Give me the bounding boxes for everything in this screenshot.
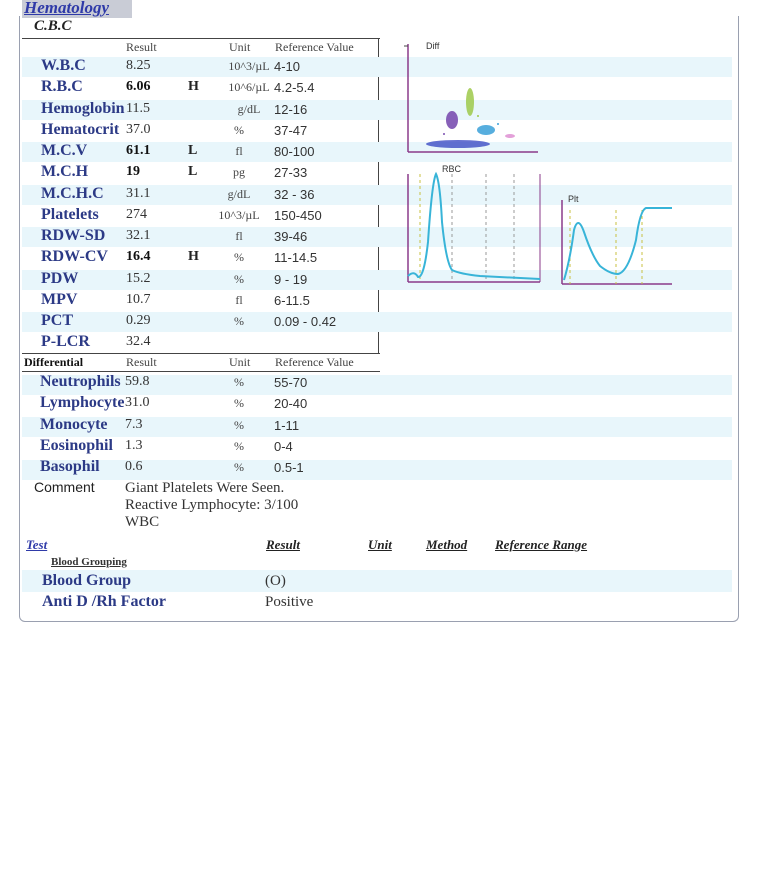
test-result: 37.0 (126, 122, 151, 137)
monocyte-cluster (477, 125, 495, 135)
test-reference: 150-450 (274, 208, 322, 223)
test-result: 0.29 (126, 313, 151, 328)
rbc-chart-label: RBC (442, 164, 462, 174)
test-name: Hematocrit (41, 121, 120, 138)
plt-histogram-chart (556, 190, 676, 290)
test-name: M.C.H (41, 163, 89, 180)
test-unit: % (234, 314, 244, 328)
test-unit: % (234, 250, 244, 264)
test-reference: 27-33 (274, 165, 308, 180)
differential-header-bottom-rule (22, 371, 380, 372)
test-name: PDW (41, 270, 79, 287)
test-name: Blood Group (42, 572, 132, 589)
test-result: 59.8 (125, 374, 150, 389)
cbc-header-rule (22, 38, 380, 39)
test-unit: fl (235, 144, 243, 158)
test-result: 32.4 (126, 334, 151, 349)
test-result: 16.4 (126, 249, 151, 264)
test-reference: 11-14.5 (274, 250, 318, 265)
test-header-test: Test (26, 537, 48, 552)
basophil-cluster (426, 140, 490, 148)
page-title: Hematology (24, 0, 109, 17)
test-name: Lymphocyte (40, 394, 124, 411)
test-reference: 37-47 (274, 123, 308, 138)
test-unit: g/dL (237, 102, 261, 116)
test-flag: H (188, 249, 199, 264)
test-name: Monocyte (40, 416, 108, 433)
differential-header-result: Result (126, 355, 157, 369)
cbc-header-unit: Unit (229, 40, 251, 54)
test-unit: % (234, 460, 244, 474)
test-result: 274 (126, 207, 147, 222)
test-unit: % (234, 272, 244, 286)
test-reference: 39-46 (274, 229, 308, 244)
test-result: 31.0 (125, 395, 150, 410)
diff-scatter-svg (398, 38, 548, 160)
differential-header-rule (22, 353, 380, 354)
test-reference: 0.09 - 0.42 (274, 314, 337, 329)
test-name: W.B.C (41, 57, 86, 74)
test-header-reference-range: Reference Range (495, 537, 588, 552)
test-result: 32.1 (126, 228, 151, 243)
test-header-method: Method (426, 537, 468, 552)
test-name: Anti D /Rh Factor (42, 593, 166, 610)
diff-chart-label: Diff (426, 41, 440, 51)
test-name: RDW-CV (41, 248, 108, 265)
test-reference: 12-16 (274, 102, 308, 117)
test-name: Eosinophil (40, 437, 113, 454)
test-name: M.C.V (41, 142, 88, 159)
test-name: Hemoglobin (41, 100, 125, 117)
test-reference: 1-11 (274, 418, 300, 433)
test-name: R.B.C (41, 78, 83, 95)
test-reference: 4.2-5.4 (274, 80, 315, 95)
test-name: Basophil (40, 458, 100, 475)
test-reference: 20-40 (274, 396, 308, 411)
test-reference: 9 - 19 (274, 272, 308, 287)
test-flag: H (188, 79, 199, 94)
test-result: 10.7 (126, 292, 151, 307)
scatter-dot (443, 133, 445, 135)
test-unit: % (234, 123, 244, 137)
test-result: 8.25 (126, 58, 151, 73)
test-name: PCT (41, 312, 73, 329)
differential-header-reference: Reference Value (275, 355, 354, 369)
comment-line-3: WBC (125, 514, 160, 530)
test-name: RDW-SD (41, 227, 106, 244)
test-reference: 55-70 (274, 375, 308, 390)
test-result: 61.1 (126, 143, 151, 158)
test-unit: % (234, 439, 244, 453)
test-result: 1.3 (125, 438, 143, 453)
test-name: MPV (41, 291, 78, 308)
test-unit: g/dL (227, 187, 251, 201)
test-result: 0.6 (125, 459, 143, 474)
test-unit: % (234, 375, 244, 389)
diff-scatter-chart (398, 38, 548, 160)
comment-label: Comment (34, 479, 95, 495)
test-reference: 32 - 36 (274, 187, 315, 202)
test-reference: 6-11.5 (274, 293, 310, 308)
cbc-header-reference: Reference Value (275, 40, 354, 54)
plt-histogram-svg (556, 190, 676, 290)
test-unit: % (234, 418, 244, 432)
test-flag: L (188, 164, 198, 179)
test-name: M.C.H.C (41, 185, 104, 202)
blood-grouping-label: Blood Grouping (51, 556, 127, 568)
test-result: 6.06 (126, 79, 151, 94)
comment-line-1: Giant Platelets Were Seen. (125, 480, 285, 496)
test-result: (O) (265, 573, 286, 589)
test-result: 15.2 (126, 271, 151, 286)
test-result: Positive (265, 594, 314, 610)
rbc-histogram-svg (400, 162, 548, 286)
scatter-dot (477, 115, 479, 117)
test-unit: fl (235, 293, 243, 307)
test-unit: 10^6/µL (228, 80, 270, 94)
lymphocyte-cluster (466, 88, 474, 116)
rbc-histogram-chart (400, 162, 548, 286)
neutrophil-cluster (446, 111, 458, 129)
test-flag: L (188, 143, 198, 158)
differential-header-unit: Unit (229, 355, 251, 369)
comment-line-2: Reactive Lymphocyte: 3/100 (125, 497, 299, 513)
test-unit: pg (233, 165, 245, 179)
test-unit: % (234, 396, 244, 410)
test-unit: 10^3/µL (228, 59, 270, 73)
differential-label: Differential (24, 355, 84, 369)
test-reference: 4-10 (274, 59, 301, 74)
test-reference: 0-4 (274, 439, 293, 454)
test-result: 7.3 (125, 417, 143, 432)
test-name: Platelets (41, 206, 99, 223)
test-header-unit: Unit (368, 537, 392, 552)
test-header-result: Result (266, 537, 300, 552)
test-name: P-LCR (41, 333, 90, 350)
cbc-header-result: Result (126, 40, 157, 54)
plt-chart-label: Plt (568, 194, 579, 204)
scatter-dot (497, 123, 499, 125)
rbc-curve (408, 174, 540, 279)
test-unit: fl (235, 229, 243, 243)
plt-curve (564, 208, 672, 280)
test-reference: 0.5-1 (274, 460, 304, 475)
test-result: 31.1 (126, 186, 151, 201)
eosinophil-cluster (505, 134, 515, 138)
test-name: Neutrophils (40, 373, 121, 390)
test-reference: 80-100 (274, 144, 315, 159)
test-result: 11.5 (126, 101, 150, 116)
test-unit: 10^3/µL (218, 208, 260, 222)
test-result: 19 (126, 164, 140, 179)
section-title: C.B.C (34, 18, 72, 34)
